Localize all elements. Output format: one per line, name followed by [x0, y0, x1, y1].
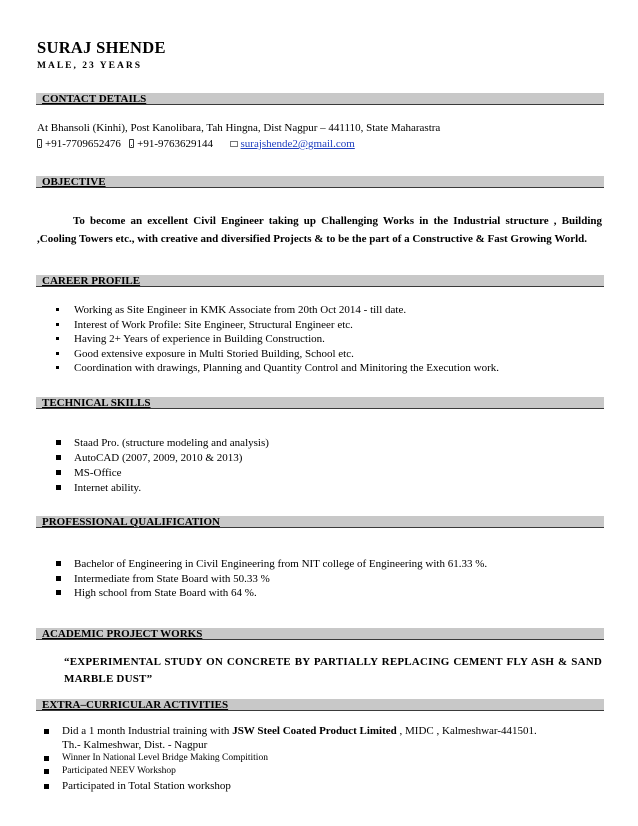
- candidate-name: SURAJ SHENDE: [37, 38, 166, 57]
- list-item: Staad Pro. (structure modeling and analysis): [56, 436, 269, 451]
- project-title: “EXPERIMENTAL STUDY ON CONCRETE BY PARTIALLY REPLACING CEMENT FLY ASH & SAND MARBLE DUST”: [64, 656, 602, 685]
- list-item: Participated NEEV Workshop: [44, 765, 537, 778]
- list-item: Did a 1 month Industrial training with JSW Steel Coated Product Limited , MIDC , Kalmeshwar-441501. Th.- Kalmeshwar, Dist. - Nagpur: [44, 725, 537, 752]
- list-item: Interest of Work Profile: Site Engineer, Structural Engineer etc.: [56, 318, 499, 333]
- contact-phones: [37, 137, 355, 151]
- section-heading-career: CAREER PROFILE: [36, 275, 604, 287]
- candidate-subtitle: MALE, 23 YEARS: [37, 61, 142, 71]
- section-heading-extra: EXTRA–CURRICULAR ACTIVITIES: [36, 699, 604, 711]
- section-heading-project: ACADEMIC PROJECT WORKS: [36, 628, 604, 640]
- company-name: JSW Steel Coated Product Limited: [232, 725, 397, 737]
- list-item: Having 2+ Years of experience in Building Construction.: [56, 332, 499, 347]
- section-heading-objective: OBJECTIVE: [36, 176, 604, 188]
- list-item: Winner In National Level Bridge Making Compitition: [44, 752, 537, 765]
- list-item: Working as Site Engineer in KMK Associate from 20th Oct 2014 - till date.: [56, 303, 499, 318]
- phone-2: +91-9763629144: [137, 138, 213, 150]
- list-item: High school from State Board with 64 %.: [56, 586, 487, 601]
- objective-text: To become an excellent Civil Engineer taking up Challenging Works in the Industrial structure , Building ,Cooling Towers etc., with creative and diversified Projects & to be the part of a Constructive & Fast Growing World.: [37, 215, 602, 245]
- phone-1: +91-7709652476: [45, 138, 121, 150]
- section-heading-qualification: PROFESSIONAL QUALIFICATION: [36, 516, 604, 528]
- list-item: AutoCAD (2007, 2009, 2010 & 2013): [56, 451, 269, 466]
- mobile-phone-icon: [129, 139, 134, 148]
- list-item: Good extensive exposure in Multi Storied Building, School etc.: [56, 347, 499, 362]
- list-item: MS-Office: [56, 466, 269, 481]
- list-item: Participated in Total Station workshop: [44, 780, 537, 794]
- extra-list: [44, 725, 537, 794]
- list-item: Intermediate from State Board with 50.33 %: [56, 572, 487, 587]
- list-item: Coordination with drawings, Planning and Quantity Control and Minitoring the Execution work.: [56, 361, 499, 376]
- list-item: Bachelor of Engineering in Civil Engineering from NIT college of Engineering with 61.33 %.: [56, 557, 487, 572]
- career-list: [56, 303, 499, 376]
- section-heading-contact: CONTACT DETAILS: [36, 93, 604, 105]
- technical-list: [56, 436, 269, 496]
- section-heading-technical: TECHNICAL SKILLS: [36, 397, 604, 409]
- list-item: Internet ability.: [56, 481, 269, 496]
- email-link[interactable]: surajshende2@gmail.com: [240, 138, 355, 150]
- contact-address: At Bhansoli (Kinhi), Post Kanolibara, Tah Hingna, Dist Nagpur – 441110, State Maharastra: [37, 122, 441, 134]
- qualification-list: [56, 557, 487, 601]
- email-icon: [230, 141, 238, 147]
- mobile-phone-icon: [37, 139, 42, 148]
